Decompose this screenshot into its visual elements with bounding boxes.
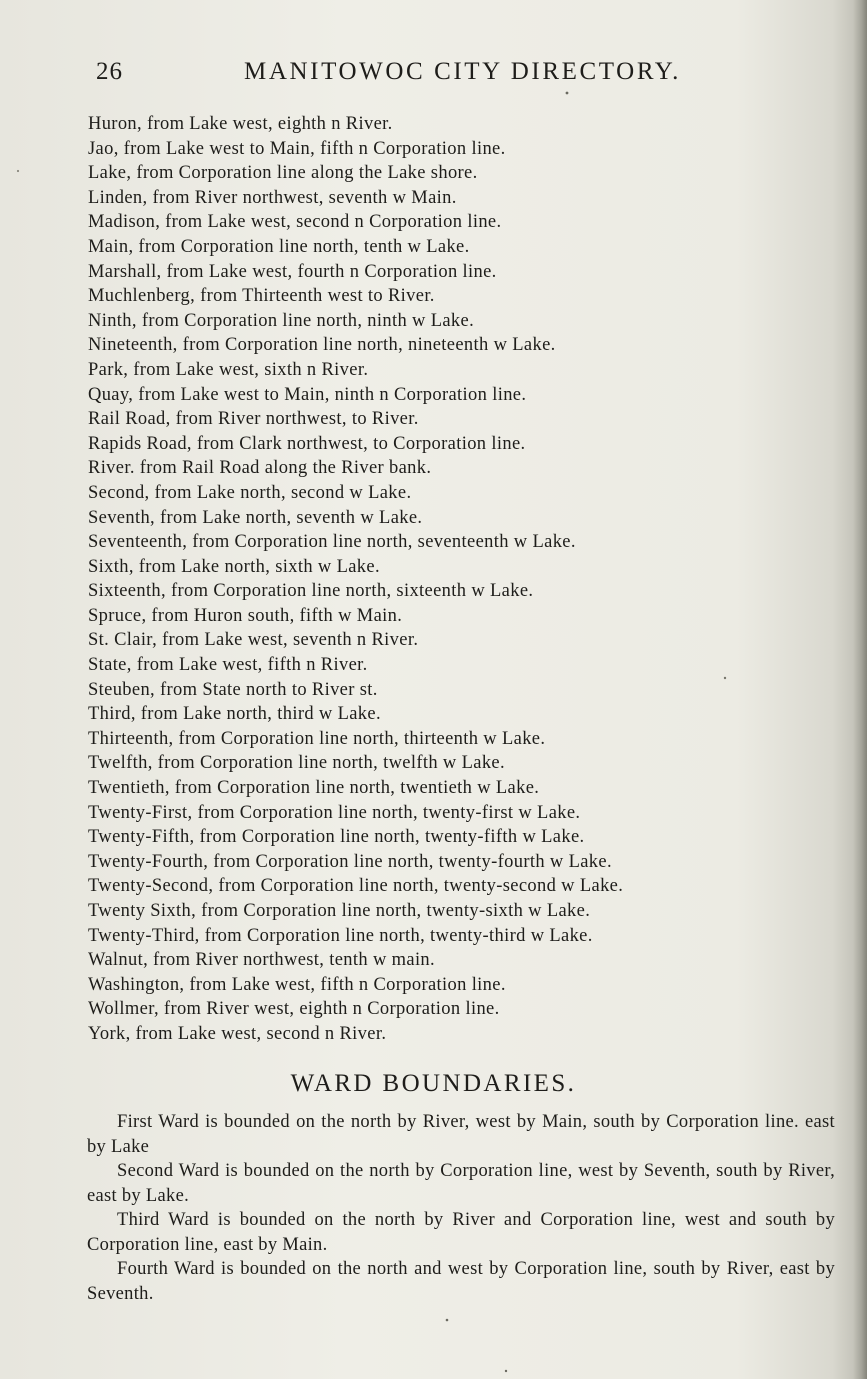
street-entry: Seventh, from Lake north, seventh w Lake. — [88, 507, 423, 528]
street-entry: Jao, from Lake west to Main, fifth n Corporation line. — [88, 138, 506, 159]
running-head: MANITOWOC CITY DIRECTORY. — [244, 58, 682, 85]
street-entry: Nineteenth, from Corporation line north, nineteenth w Lake. — [88, 335, 556, 356]
street-entry: Twenty-Fifth, from Corporation line north, twenty-fifth w Lake. — [88, 827, 585, 848]
street-entry: Quay, from Lake west to Main, ninth n Corporation line. — [88, 384, 527, 405]
ward-paragraph: Second Ward is bounded on the north by Corporation line, west by Seventh, south by River, east by Lake. — [87, 1161, 835, 1206]
street-entry: Third, from Lake north, third w Lake. — [88, 704, 381, 725]
street-entry: Twenty-Second, from Corporation line north, twenty-second w Lake. — [88, 876, 624, 897]
street-entry: State, from Lake west, fifth n River. — [88, 655, 368, 676]
street-entry: River. from Rail Road along the River bank. — [88, 458, 432, 479]
street-entry: Twenty-Fourth, from Corporation line north, twenty-fourth w Lake. — [88, 851, 612, 872]
street-entry: Rail Road, from River northwest, to River. — [88, 409, 419, 430]
ward-boundaries-heading: WARD BOUNDARIES. — [290, 1070, 577, 1097]
street-entry: Twentieth, from Corporation line north, twentieth w Lake. — [88, 778, 540, 799]
street-entry: Rapids Road, from Clark northwest, to Corporation line. — [88, 433, 526, 454]
street-entry: Lake, from Corporation line along the Lake shore. — [88, 163, 478, 184]
page-header — [96, 58, 696, 92]
street-entry: Linden, from River northwest, seventh w Main. — [88, 187, 457, 208]
street-entry: St. Clair, from Lake west, seventh n River. — [88, 630, 419, 651]
street-entry: Washington, from Lake west, fifth n Corporation line. — [88, 974, 506, 995]
street-entry: Marshall, from Lake west, fourth n Corporation line. — [88, 261, 497, 282]
street-entry: Main, from Corporation line north, tenth w Lake. — [88, 236, 470, 257]
ward-paragraph: Fourth Ward is bounded on the north and west by Corporation line, south by River, east by Seventh. — [87, 1259, 835, 1304]
street-entry: Twenty Sixth, from Corporation line north, twenty-sixth w Lake. — [88, 901, 591, 921]
street-entry: Madison, from Lake west, second n Corporation line. — [88, 212, 502, 233]
street-entry: Park, from Lake west, sixth n River. — [88, 359, 369, 380]
street-list — [88, 112, 808, 1047]
street-entry: Thirteenth, from Corporation line north, thirteenth w Lake. — [88, 728, 546, 749]
street-entry: Walnut, from River northwest, tenth w main. — [88, 950, 436, 971]
street-entry: Huron, from Lake west, eighth n River. — [88, 114, 393, 134]
page-edge-shadow — [853, 0, 867, 1379]
street-entry: Muchlenberg, from Thirteenth west to River. — [88, 286, 435, 307]
ward-paragraph: Third Ward is bounded on the north by River and Corporation line, west and south by Corporation line, east by Main. — [87, 1210, 835, 1255]
street-entry: Wollmer, from River west, eighth n Corporation line. — [88, 999, 500, 1020]
street-entry: Sixth, from Lake north, sixth w Lake. — [88, 556, 380, 577]
ward-boundaries-body — [87, 1110, 835, 1306]
street-entry: Second, from Lake north, second w Lake. — [88, 482, 412, 503]
street-entry: Twenty-First, from Corporation line north, twenty-first w Lake. — [88, 802, 581, 823]
street-entry: Sixteenth, from Corporation line north, sixteenth w Lake. — [88, 581, 534, 602]
page-number: 26 — [96, 58, 123, 85]
street-entry: Twelfth, from Corporation line north, twelfth w Lake. — [88, 753, 505, 774]
street-entry: York, from Lake west, second n River. — [88, 1023, 387, 1044]
street-entry: Spruce, from Huron south, fifth w Main. — [88, 605, 403, 626]
street-entry: Steuben, from State north to River st. — [88, 679, 378, 700]
street-entry: Ninth, from Corporation line north, ninth w Lake. — [88, 310, 475, 331]
street-entry: Twenty-Third, from Corporation line north, twenty-third w Lake. — [88, 925, 593, 946]
ward-paragraph: First Ward is bounded on the north by River, west by Main, south by Corporation line. east by Lake — [87, 1112, 835, 1157]
street-entry: Seventeenth, from Corporation line north, seventeenth w Lake. — [88, 532, 576, 553]
